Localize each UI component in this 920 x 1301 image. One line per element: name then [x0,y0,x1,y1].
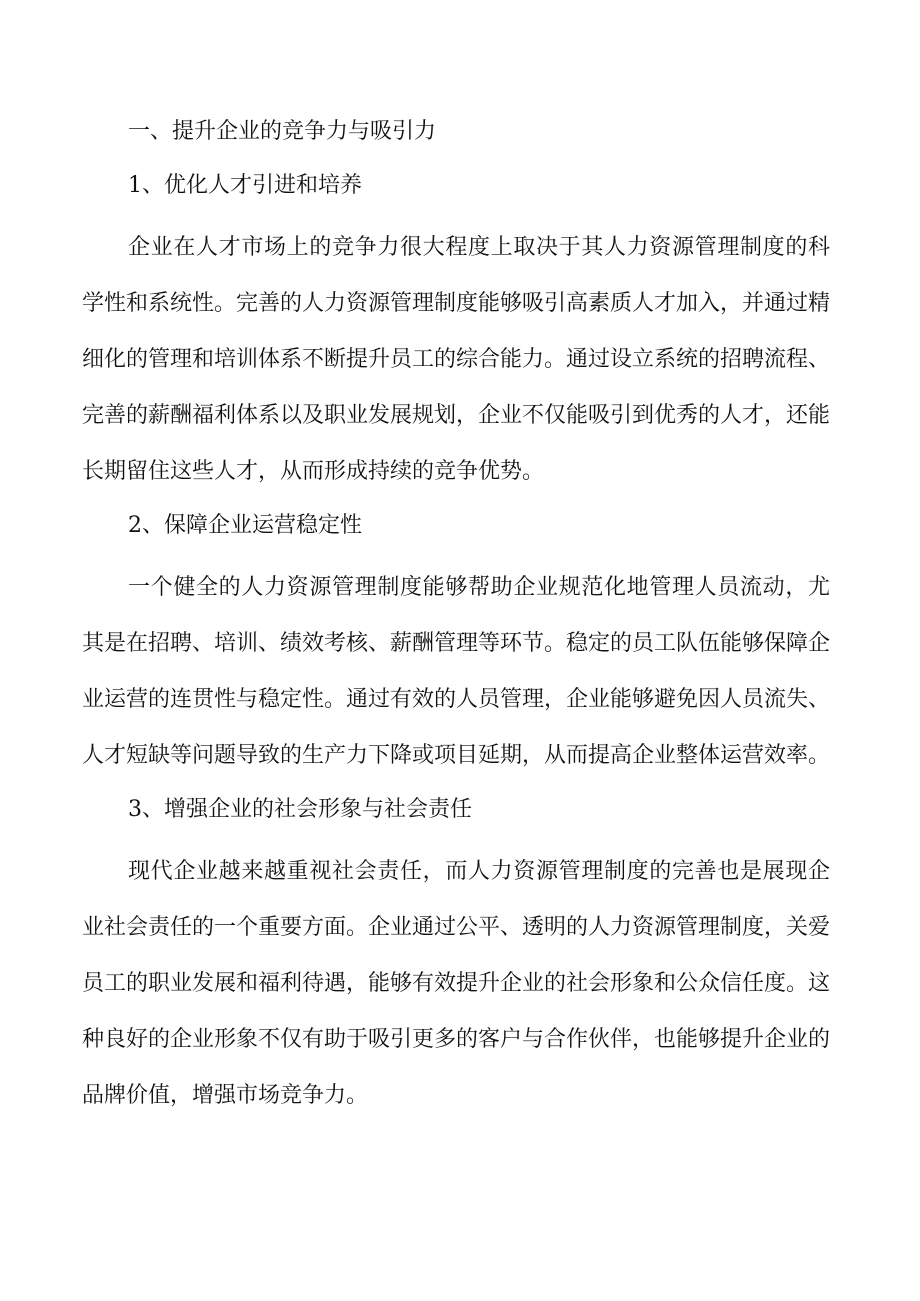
subsection-heading-3: 3、增强企业的社会形象与社会责任 [128,797,472,822]
section-title: 一、提升企业的竞争力与吸引力 [128,119,437,144]
subsection-paragraph-2: 一个健全的人力资源管理制度能够帮助企业规范化地管理人员流动，尤其是在招聘、培训、绩效考核、薪酬管理等环节。稳定的员工队伍能够保障企业运营的连贯性与稳定性。通过有效的人员管理，企业能够避免因人员流失、人才短缺等问题导致的生产力下降或项目延期，从而提高企业整体运营效率。 [82,575,831,768]
subsection-heading-1: 1、优化人才引进和培养 [128,173,362,198]
subsection-paragraph-3: 现代企业越来越重视社会责任，而人力资源管理制度的完善也是展现企业社会责任的一个重要方面。企业通过公平、透明的人力资源管理制度，关爱员工的职业发展和福利待遇，能够有效提升企业的社会形象和公众信任度。这种良好的企业形象不仅有助于吸引更多的客户与合作伙伴，也能够提升企业的品牌价值，增强市场竞争力。 [82,859,831,1108]
subsection-paragraph-1: 企业在人才市场上的竞争力很大程度上取决于其人力资源管理制度的科学性和系统性。完善的人力资源管理制度能够吸引高素质人才加入，并通过精细化的管理和培训体系不断提升员工的综合能力。通过设立系统的招聘流程、完善的薪酬福利体系以及职业发展规划，企业不仅能吸引到优秀的人才，还能长期留住这些人才，从而形成持续的竞争优势。 [82,235,831,484]
subsection-heading-2: 2、保障企业运营稳定性 [128,513,362,538]
